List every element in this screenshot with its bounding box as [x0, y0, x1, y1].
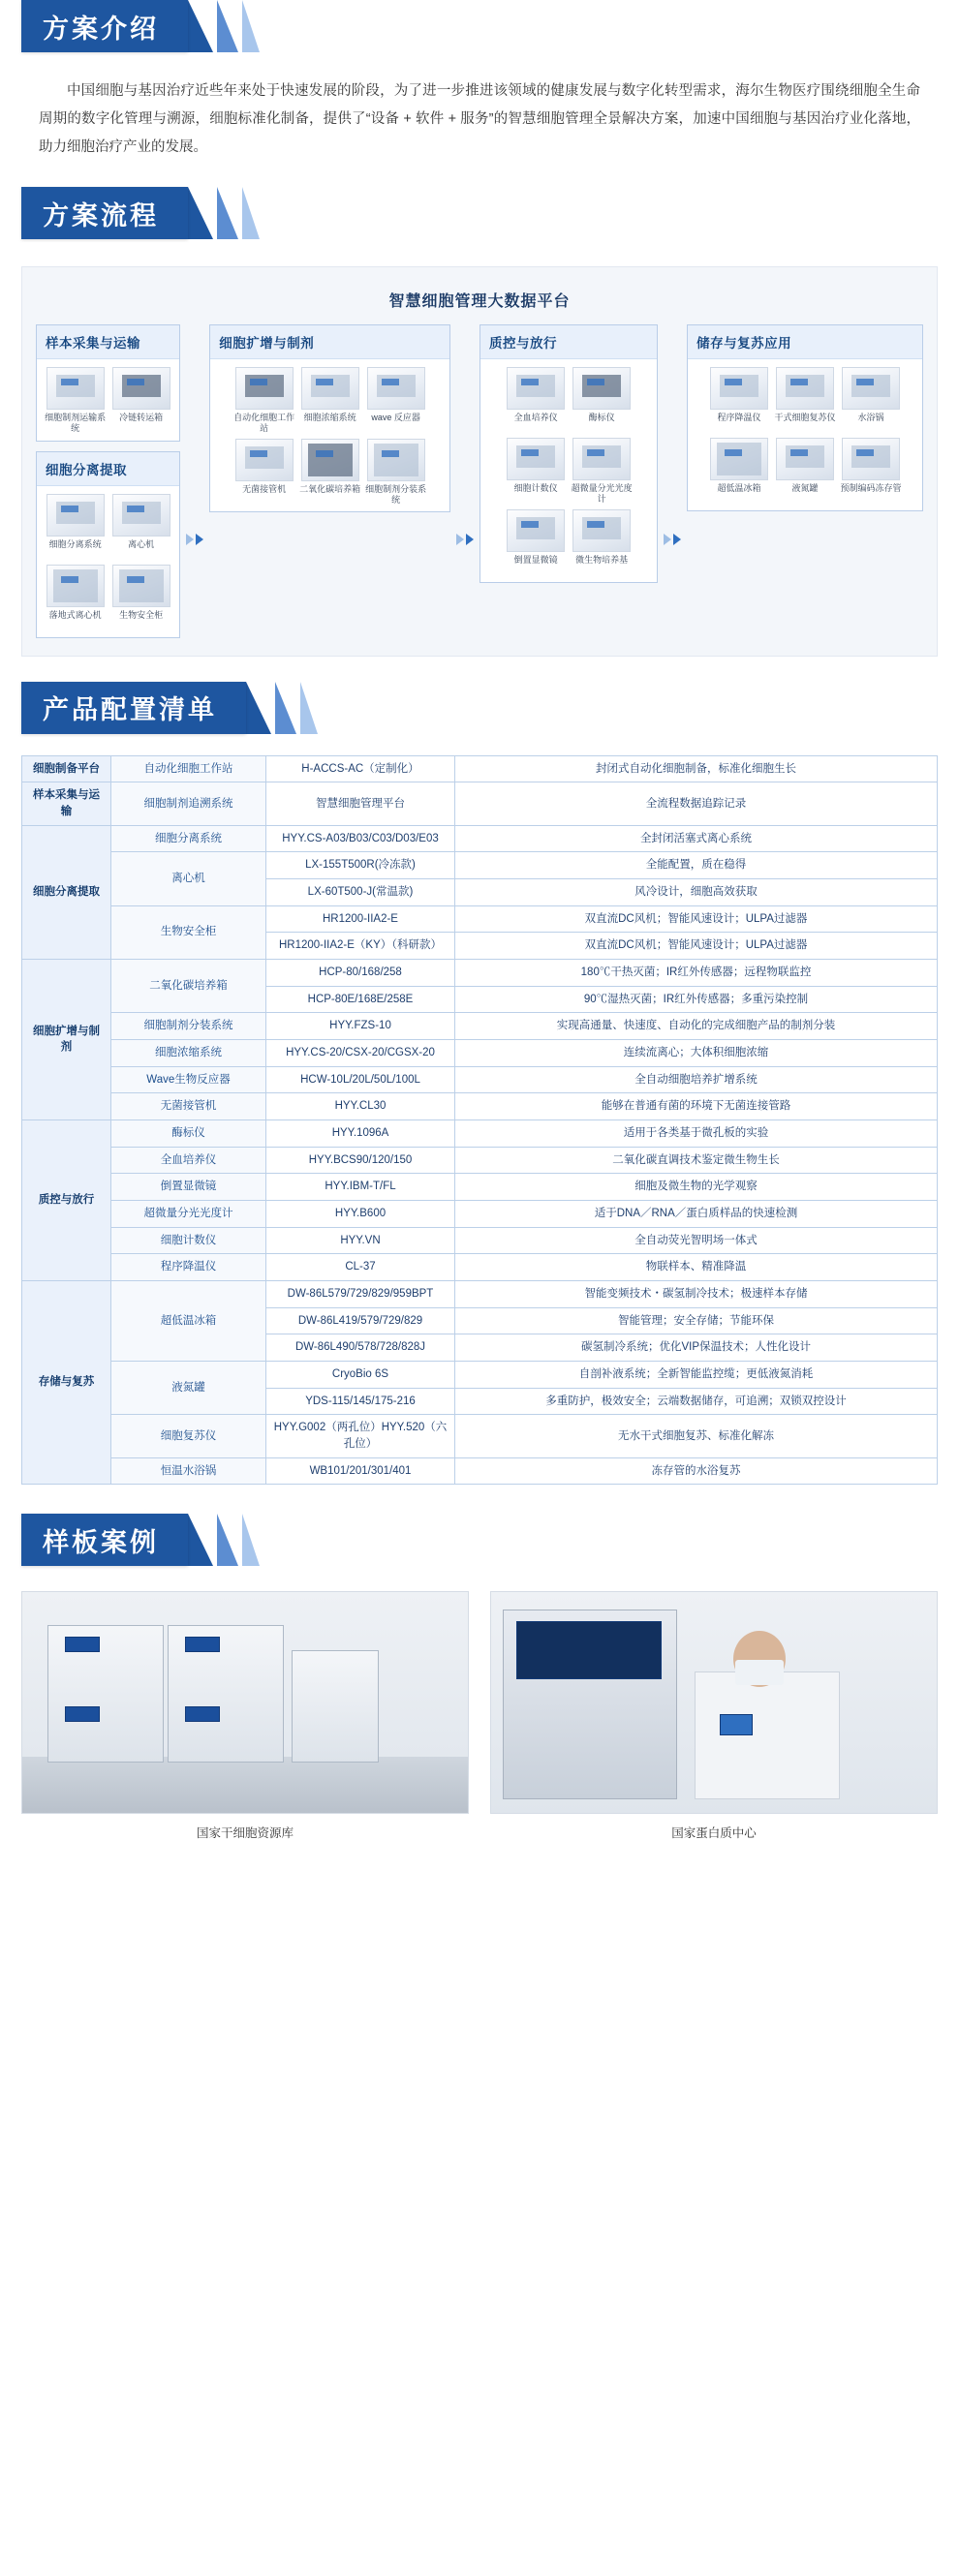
panel-title: 样本采集与运输 [37, 325, 179, 359]
banner-slash-2 [217, 187, 238, 239]
device-caption: 液氮罐 [791, 483, 819, 493]
flow-diagram [21, 266, 938, 657]
config-banner [21, 682, 246, 734]
table-cell-model: HYY.G002（两孔位）HYY.520（六孔位） [266, 1415, 455, 1457]
table-cell-subcategory: 液氮罐 [111, 1361, 266, 1414]
table-row [22, 755, 938, 782]
device-image-icon [112, 565, 170, 607]
case-gallery [21, 1591, 938, 1841]
device-caption: 超微量分光光度计 [571, 483, 633, 505]
flow-heading-text: 方案流程 [43, 200, 159, 230]
table-cell-model: HYY.CS-20/CSX-20/CGSX-20 [266, 1039, 455, 1066]
table-cell-description: 自剖补液系统；全新智能监控缆；更低液氮消耗 [455, 1361, 938, 1388]
device-caption: 倒置显微镜 [513, 554, 558, 565]
device-image-icon [572, 367, 631, 410]
case-item [21, 1591, 469, 1841]
table-row [22, 1093, 938, 1120]
arrow-icon [664, 534, 671, 545]
device-item [504, 367, 568, 434]
arrow-icon [186, 534, 194, 545]
table-row [22, 782, 938, 825]
device-caption: 预制编码冻存管 [840, 483, 902, 493]
device-image-icon [46, 367, 105, 410]
table-row [22, 1119, 938, 1147]
table-row [22, 1039, 938, 1066]
table-cell-description: 碳氢制冷系统；优化VIP保温技术；人性化设计 [455, 1334, 938, 1362]
device-image-icon [46, 494, 105, 537]
section-header-flow [0, 187, 959, 239]
table-cell-subcategory: 超微量分光光度计 [111, 1200, 266, 1227]
device-item [232, 439, 296, 506]
table-cell-description: 能够在普通有菌的环境下无菌连接管路 [455, 1093, 938, 1120]
banner-slash-3 [242, 0, 260, 52]
flow-platform-title: 智慧细胞管理大数据平台 [388, 293, 571, 310]
table-cell-model: HYY.B600 [266, 1200, 455, 1227]
device-caption: 微生物培养基 [575, 554, 629, 565]
table-cell-model: HYY.CL30 [266, 1093, 455, 1120]
device-item [364, 439, 428, 506]
table-cell-description: 物联样本、精准降温 [455, 1254, 938, 1281]
table-row [22, 1415, 938, 1457]
table-row [22, 1361, 938, 1388]
device-image-icon [367, 367, 425, 410]
device-image-icon [112, 494, 170, 537]
table-cell-description: 二氧化碳直调技术鉴定微生物生长 [455, 1147, 938, 1174]
arrow-icon [466, 534, 474, 545]
device-item [298, 439, 362, 506]
device-caption: 细胞制剂分装系统 [365, 483, 427, 505]
table-cell-subcategory: 细胞制剂追溯系统 [111, 782, 266, 825]
table-row [22, 959, 938, 986]
photo-person-body [695, 1671, 840, 1799]
device-image-icon [710, 438, 768, 480]
table-cell-model: HCP-80/168/258 [266, 959, 455, 986]
table-cell-description: 适于DNA／RNA／蛋白质样品的快速检测 [455, 1200, 938, 1227]
section-header-intro [0, 0, 959, 52]
table-cell-model: HR1200-IIA2-E（KY）（科研款） [266, 933, 455, 960]
case-photo-stem-cell-bank [21, 1591, 469, 1814]
table-cell-subcategory: 倒置显微镜 [111, 1174, 266, 1201]
banner-slash-2 [217, 0, 238, 52]
device-caption: 细胞制剂运输系统 [45, 413, 107, 434]
device-item [570, 367, 634, 434]
device-image-icon [301, 367, 359, 410]
table-cell-description: 无水干式细胞复苏、标准化解冻 [455, 1415, 938, 1457]
table-cell-description: 实现高通量、快速度、自动化的完成细胞产品的制剂分装 [455, 1013, 938, 1040]
table-cell-description: 适用于各类基于微孔板的实验 [455, 1119, 938, 1147]
table-cell-subcategory: 生物安全柜 [111, 905, 266, 959]
photo-control-screen [65, 1637, 100, 1652]
device-item [44, 494, 108, 561]
photo-face-mask [735, 1660, 784, 1685]
cases-banner [21, 1514, 188, 1566]
section-header-cases [0, 1514, 959, 1566]
table-cell-description: 连续流离心；大体积细胞浓缩 [455, 1039, 938, 1066]
table-cell-description: 全能配置，质在稳得 [455, 852, 938, 879]
device-image-icon [235, 367, 294, 410]
flow-column-qc [480, 324, 658, 583]
device-caption: 落地式离心机 [48, 609, 102, 620]
banner-slash-3 [242, 187, 260, 239]
banner-slash-1 [188, 0, 213, 52]
table-cell-subcategory: 细胞分离系统 [111, 825, 266, 852]
table-cell-description: 风冷设计，细胞高效获取 [455, 878, 938, 905]
table-cell-description: 双直流DC风机；智能风速设计；ULPA过滤器 [455, 933, 938, 960]
flow-column-storage [687, 324, 923, 511]
device-image-icon [572, 509, 631, 552]
table-cell-model: HYY.FZS-10 [266, 1013, 455, 1040]
table-row [22, 1254, 938, 1281]
device-item [109, 565, 173, 631]
table-row [22, 1457, 938, 1485]
table-cell-description: 双直流DC风机；智能风速设计；ULPA过滤器 [455, 905, 938, 933]
table-cell-subcategory: 细胞复苏仪 [111, 1415, 266, 1457]
photo-freezer-unit [292, 1650, 379, 1763]
config-table-wrapper [21, 755, 938, 1486]
table-row [22, 1227, 938, 1254]
device-item [839, 438, 903, 505]
table-cell-description: 全流程数据追踪记录 [455, 782, 938, 825]
device-item [109, 494, 173, 561]
banner-slash-2 [217, 1514, 238, 1566]
table-cell-model: CryoBio 6S [266, 1361, 455, 1388]
table-cell-model: HCW-10L/20L/50L/100L [266, 1066, 455, 1093]
flow-column-sampling [36, 324, 180, 638]
device-caption: 酶标仪 [588, 413, 615, 422]
photo-badge [720, 1714, 753, 1735]
device-image-icon [46, 565, 105, 607]
arrow-icon [456, 534, 464, 545]
device-image-icon [710, 367, 768, 410]
flow-arrow-2 [450, 324, 480, 638]
table-cell-model: 智慧细胞管理平台 [266, 782, 455, 825]
device-image-icon [842, 367, 900, 410]
device-item [298, 367, 362, 435]
device-image-icon [367, 439, 425, 481]
case-caption: 国家干细胞资源库 [196, 1826, 294, 1841]
table-cell-subcategory: 细胞制剂分装系统 [111, 1013, 266, 1040]
table-cell-description: 细胞及微生物的光学观察 [455, 1174, 938, 1201]
photo-incubator-window [516, 1621, 662, 1679]
config-heading-text: 产品配置清单 [43, 695, 217, 724]
config-table [21, 755, 938, 1486]
device-item [839, 367, 903, 434]
table-cell-description: 智能变频技术・碳氢制冷技术；极速样本存储 [455, 1280, 938, 1307]
device-item [364, 367, 428, 435]
table-cell-description: 全自动荧光智明场一体式 [455, 1227, 938, 1254]
flow-column-expansion [209, 324, 450, 512]
device-image-icon [572, 438, 631, 480]
device-image-icon [776, 438, 834, 480]
table-cell-model: CL-37 [266, 1254, 455, 1281]
flow-banner [21, 187, 188, 239]
table-cell-model: H-ACCS-AC（定制化） [266, 755, 455, 782]
photo-floor [22, 1757, 468, 1813]
device-item [504, 509, 568, 576]
device-caption: wave 反应器 [371, 413, 420, 422]
device-image-icon [507, 509, 565, 552]
table-cell-subcategory: 自动化细胞工作站 [111, 755, 266, 782]
device-image-icon [301, 439, 359, 481]
device-caption: 超低温冰箱 [717, 483, 761, 493]
panel-title: 质控与放行 [480, 325, 657, 359]
device-caption: 全血培养仪 [513, 413, 558, 422]
table-cell-category: 细胞制备平台 [22, 755, 111, 782]
panel-title: 储存与复苏应用 [688, 325, 922, 359]
table-row [22, 1280, 938, 1307]
device-caption: 水浴锅 [857, 413, 884, 422]
table-cell-description: 冻存管的水浴复苏 [455, 1457, 938, 1485]
photo-control-screen [185, 1637, 220, 1652]
table-row [22, 1147, 938, 1174]
banner-slash-3 [242, 1514, 260, 1566]
intro-heading-text: 方案介绍 [43, 14, 159, 44]
flow-panel-qc-release [480, 324, 658, 583]
table-cell-subcategory: 无菌接管机 [111, 1093, 266, 1120]
device-image-icon [507, 367, 565, 410]
intro-paragraph: 中国细胞与基因治疗近些年来处于快速发展的阶段，为了进一步推进该领域的健康发展与数字化转型需求，海尔生物医疗围绕细胞全生命周期的数字化管理与溯源，细胞标准化制备，提供了“设备 + 软件 + 服务”的智慧细胞管理全景解决方案，加速中国细胞与基因治疗业化落地，助力细胞治疗产业的发展。 [39, 83, 920, 155]
device-caption: 无菌接管机 [242, 483, 287, 494]
table-cell-description: 全自动细胞培养扩增系统 [455, 1066, 938, 1093]
table-cell-model: YDS-115/145/175-216 [266, 1388, 455, 1415]
table-cell-description: 全封闭活塞式离心系统 [455, 825, 938, 852]
banner-slash-1 [246, 682, 271, 734]
table-cell-subcategory: 超低温冰箱 [111, 1280, 266, 1361]
cases-heading-text: 样板案例 [43, 1527, 159, 1557]
arrow-icon [196, 534, 203, 545]
section-header-config [0, 682, 959, 734]
device-caption: 冷链转运箱 [119, 413, 164, 422]
device-item [44, 367, 108, 435]
device-caption: 程序降温仪 [717, 413, 761, 422]
table-cell-subcategory: 程序降温仪 [111, 1254, 266, 1281]
device-image-icon [235, 439, 294, 481]
table-cell-subcategory: 二氧化碳培养箱 [111, 959, 266, 1012]
table-cell-model: WB101/201/301/401 [266, 1457, 455, 1485]
table-cell-model: DW-86L579/729/829/959BPT [266, 1280, 455, 1307]
table-cell-model: HYY.1096A [266, 1119, 455, 1147]
device-item [44, 565, 108, 631]
device-item [570, 509, 634, 576]
case-caption: 国家蛋白质中心 [671, 1826, 757, 1841]
table-cell-model: HCP-80E/168E/258E [266, 986, 455, 1013]
table-cell-subcategory: 细胞计数仪 [111, 1227, 266, 1254]
table-cell-model: DW-86L419/579/729/829 [266, 1307, 455, 1334]
device-item [570, 438, 634, 506]
table-cell-model: HYY.VN [266, 1227, 455, 1254]
case-item [490, 1591, 938, 1841]
photo-control-screen [185, 1706, 220, 1722]
panel-title: 细胞扩增与制剂 [210, 325, 449, 359]
table-cell-model: LX-155T500R(冷冻款) [266, 852, 455, 879]
device-caption: 自动化细胞工作站 [233, 413, 295, 434]
flow-panel-cell-expansion [209, 324, 450, 512]
device-image-icon [507, 438, 565, 480]
table-cell-subcategory: 全血培养仪 [111, 1147, 266, 1174]
table-cell-model: HYY.BCS90/120/150 [266, 1147, 455, 1174]
arrow-icon [673, 534, 681, 545]
table-cell-model: HYY.CS-A03/B03/C03/D03/E03 [266, 825, 455, 852]
banner-slash-1 [188, 187, 213, 239]
table-cell-subcategory: 酶标仪 [111, 1119, 266, 1147]
intro-banner [21, 0, 188, 52]
flow-arrow-1 [180, 324, 209, 638]
flow-panel-sample-collection [36, 324, 180, 442]
table-row [22, 905, 938, 933]
device-caption: 细胞计数仪 [513, 483, 558, 493]
device-item [707, 367, 771, 434]
device-item [232, 367, 296, 435]
table-row [22, 852, 938, 879]
device-item [109, 367, 173, 435]
panel-title: 细胞分离提取 [37, 452, 179, 486]
table-cell-description: 智能管理；安全存储；节能环保 [455, 1307, 938, 1334]
device-item [504, 438, 568, 506]
device-caption: 干式细胞复苏仪 [774, 413, 836, 422]
photo-control-screen [65, 1706, 100, 1722]
table-cell-model: LX-60T500-J(常温款) [266, 878, 455, 905]
table-cell-description: 多重防护，极效安全；云端数据储存，可追溯；双锁双控设计 [455, 1388, 938, 1415]
device-item [773, 438, 837, 505]
device-caption: 细胞浓缩系统 [303, 413, 356, 422]
table-cell-category: 细胞分离提取 [22, 825, 111, 959]
table-row [22, 1013, 938, 1040]
table-cell-category: 细胞扩增与制剂 [22, 959, 111, 1119]
table-cell-category: 样本采集与运输 [22, 782, 111, 825]
table-cell-subcategory: Wave生物反应器 [111, 1066, 266, 1093]
table-cell-category: 存储与复苏 [22, 1280, 111, 1484]
table-cell-model: HYY.IBM-T/FL [266, 1174, 455, 1201]
device-caption: 细胞分离系统 [48, 538, 102, 549]
device-image-icon [842, 438, 900, 480]
flow-panel-cell-separation [36, 451, 180, 638]
table-cell-subcategory: 恒温水浴锅 [111, 1457, 266, 1485]
table-row [22, 1066, 938, 1093]
banner-slash-1 [188, 1514, 213, 1566]
device-item [773, 367, 837, 434]
banner-slash-3 [300, 682, 318, 734]
table-cell-description: 180℃干热灭菌；IR红外传感器；远程物联监控 [455, 959, 938, 986]
table-row [22, 1200, 938, 1227]
device-caption: 二氧化碳培养箱 [299, 483, 361, 494]
table-row [22, 825, 938, 852]
table-row [22, 1174, 938, 1201]
table-cell-description: 封闭式自动化细胞制备，标准化细胞生长 [455, 755, 938, 782]
banner-slash-2 [275, 682, 296, 734]
case-photo-protein-center [490, 1591, 938, 1814]
table-cell-subcategory: 细胞浓缩系统 [111, 1039, 266, 1066]
device-image-icon [776, 367, 834, 410]
flow-panel-storage-recovery [687, 324, 923, 511]
device-caption: 生物安全柜 [119, 609, 164, 620]
device-item [707, 438, 771, 505]
table-cell-subcategory: 离心机 [111, 852, 266, 905]
table-cell-model: DW-86L490/578/728/828J [266, 1334, 455, 1362]
flow-arrow-3 [658, 324, 687, 638]
table-cell-model: HR1200-IIA2-E [266, 905, 455, 933]
device-image-icon [112, 367, 170, 410]
table-cell-category: 质控与放行 [22, 1119, 111, 1280]
device-caption: 离心机 [128, 538, 155, 549]
table-cell-description: 90℃湿热灭菌；IR红外传感器；多重污染控制 [455, 986, 938, 1013]
